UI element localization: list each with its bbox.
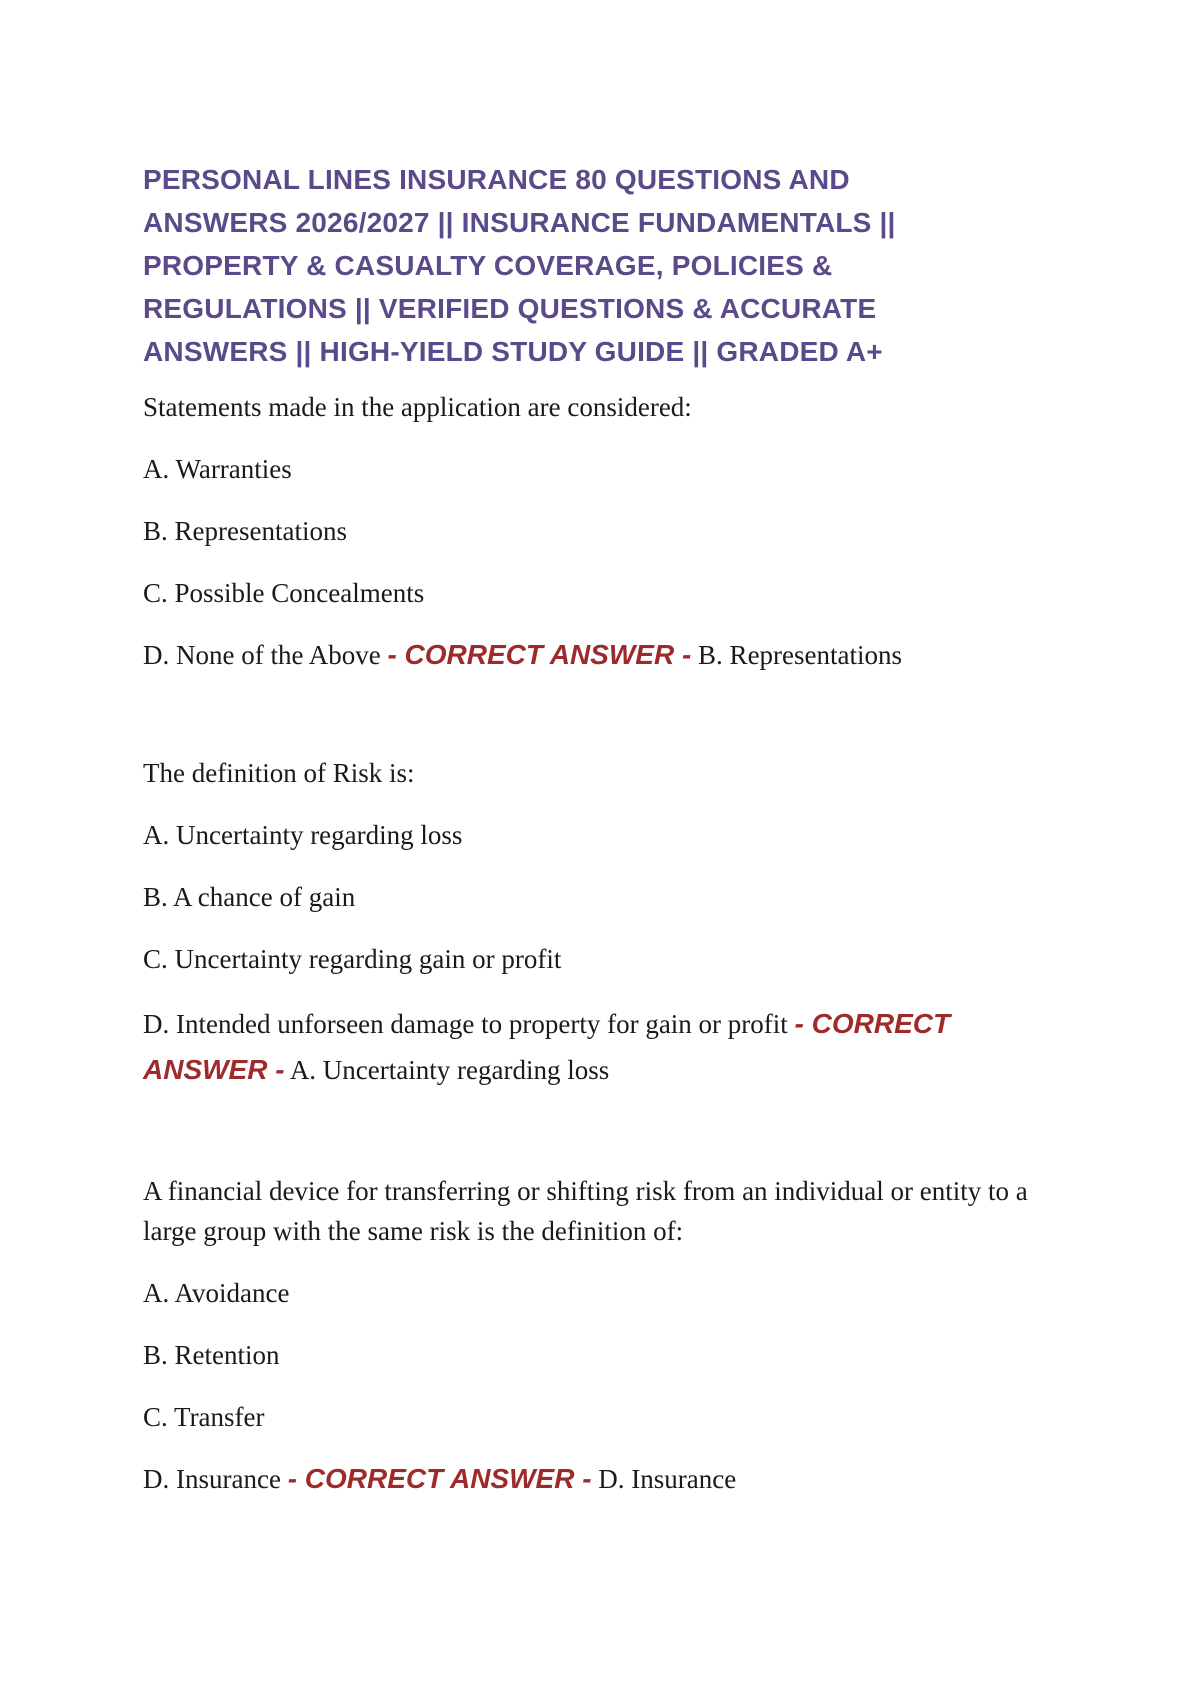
correct-answer-label-part1: - CORRECT <box>794 1008 951 1039</box>
option-d: D. Insurance <box>143 1464 281 1494</box>
document-title <box>143 158 1063 373</box>
option-d-with-answer <box>143 1459 1063 1499</box>
question-block-3 <box>143 1171 1063 1499</box>
correct-answer-value: B. Representations <box>698 640 903 670</box>
option-a: A. Avoidance <box>143 1278 290 1308</box>
option-d: D. None of the Above <box>143 640 381 670</box>
document-page <box>143 158 1063 1499</box>
question-block-1 <box>143 387 1063 675</box>
title-line: ANSWERS || HIGH-YIELD STUDY GUIDE || GRADED A+ <box>143 336 883 367</box>
title-line: ANSWERS 2026/2027 || INSURANCE FUNDAMENTALS || <box>143 207 896 238</box>
correct-answer-value: D. Insurance <box>598 1464 737 1494</box>
question-text <box>143 1171 1063 1251</box>
option-d-with-answer <box>143 1001 1063 1093</box>
question-block-2 <box>143 753 1063 1093</box>
correct-answer-label: - CORRECT ANSWER - <box>387 639 692 670</box>
option-b: B. A chance of gain <box>143 882 356 912</box>
option-a: A. Warranties <box>143 454 292 484</box>
correct-answer-label: - CORRECT ANSWER - <box>287 1463 592 1494</box>
question-text-line: large group with the same risk is the definition of: <box>143 1216 684 1246</box>
correct-answer-label-part2: ANSWER - <box>143 1054 285 1085</box>
correct-answer-value: A. Uncertainty regarding loss <box>289 1055 610 1085</box>
title-line: PERSONAL LINES INSURANCE 80 QUESTIONS AND <box>143 164 850 195</box>
question-text-line: A financial device for transferring or shifting risk from an individual or entity to a <box>143 1176 1028 1206</box>
option-a: A. Uncertainty regarding loss <box>143 820 463 850</box>
option-b: B. Representations <box>143 516 347 546</box>
title-line: REGULATIONS || VERIFIED QUESTIONS & ACCURATE <box>143 293 877 324</box>
option-c: C. Uncertainty regarding gain or profit <box>143 944 562 974</box>
option-d: D. Intended unforseen damage to property for gain or profit <box>143 1009 788 1039</box>
option-c: C. Transfer <box>143 1402 265 1432</box>
question-text: Statements made in the application are considered: <box>143 392 692 422</box>
option-b: B. Retention <box>143 1340 280 1370</box>
option-c: C. Possible Concealments <box>143 578 425 608</box>
title-line: PROPERTY & CASUALTY COVERAGE, POLICIES & <box>143 250 833 281</box>
option-d-with-answer <box>143 635 1063 675</box>
question-text: The definition of Risk is: <box>143 758 415 788</box>
